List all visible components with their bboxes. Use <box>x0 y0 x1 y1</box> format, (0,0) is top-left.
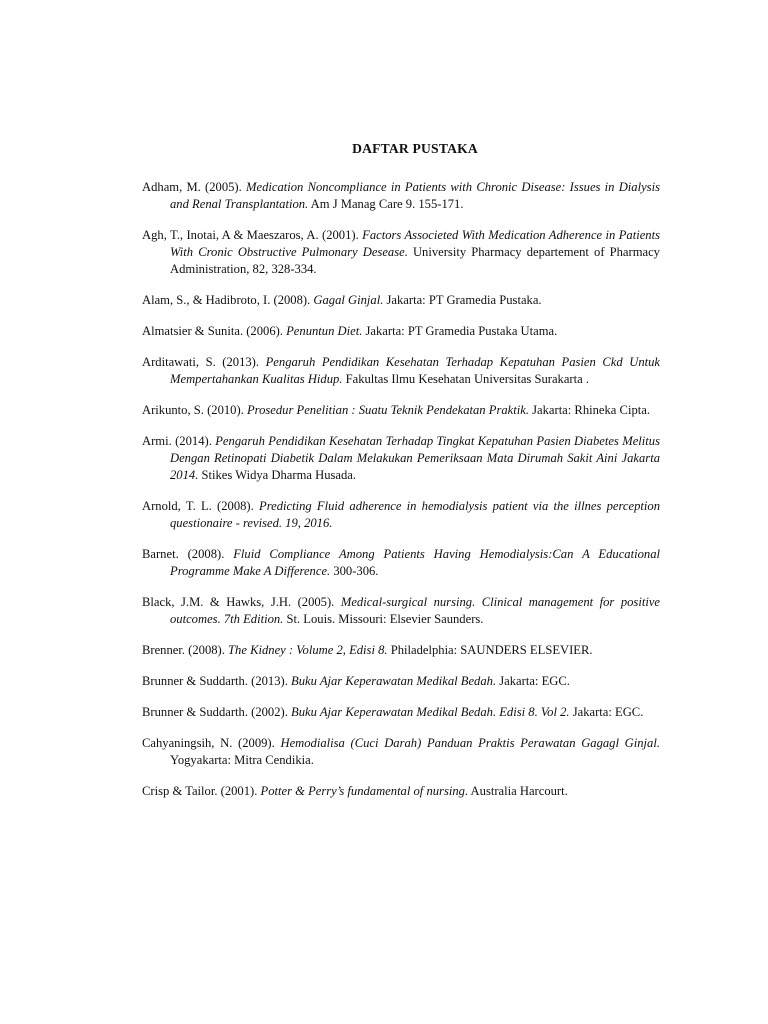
reference-work-title: The Kidney : Volume 2, Edisi 8. <box>228 643 388 657</box>
reference-entry <box>142 673 660 690</box>
reference-author: Black, J.M. & Hawks, J.H. (2005). <box>142 595 341 609</box>
reference-author: Brenner. (2008). <box>142 643 229 657</box>
reference-author: Almatsier & Sunita. (2006). <box>142 324 287 338</box>
reference-author: Arikunto, S. (2010). <box>142 403 247 417</box>
reference-work-title: Factors Associeted With Medication Adherence in Patients With Cronic Obstructive Pulmonary Desease. <box>170 228 660 259</box>
reference-author: Agh, T., Inotai, A & Maeszaros, A. (2001). <box>142 228 363 242</box>
reference-publisher: St. Louis. Missouri: Elsevier Saunders. <box>283 612 484 626</box>
reference-work-title: Buku Ajar Keperawatan Medikal Bedah. <box>291 674 497 688</box>
reference-publisher: Jakarta: Rhineka Cipta. <box>528 403 650 417</box>
reference-work-title: Buku Ajar Keperawatan Medikal Bedah. Edisi 8. Vol 2. <box>291 705 570 719</box>
reference-work-title: Potter & Perry’s fundamental of nursing. <box>260 784 469 798</box>
reference-entry <box>142 354 660 388</box>
reference-entry <box>142 546 660 580</box>
reference-publisher: Fakultas Ilmu Kesehatan Universitas Surakarta . <box>342 372 590 386</box>
reference-entry <box>142 227 660 278</box>
reference-work-title: Hemodialisa (Cuci Darah) Panduan Praktis Perawatan Gagagl Ginjal. <box>280 736 660 750</box>
reference-publisher: Am J Manag Care 9. 155-171. <box>308 197 464 211</box>
reference-publisher: University Pharmacy departement of Pharmacy Administration, 82, 328-334. <box>170 245 660 276</box>
reference-entry <box>142 402 660 419</box>
reference-entry <box>142 704 660 721</box>
page-title: DAFTAR PUSTAKA <box>352 141 478 156</box>
reference-publisher: Jakarta: EGC. <box>496 674 570 688</box>
reference-entry <box>142 292 660 309</box>
reference-work-title: Pengaruh Pendidikan Kesehatan Terhadap Tingkat Kepatuhan Pasien Diabetes Melitus Dengan Retinopati Diabetik Dalam Melakukan Pemeriksaan Mata Dirumah Sakit Aini Jakarta 2014. <box>170 434 660 482</box>
reference-work-title: Pengaruh Pendidikan Kesehatan Terhadap Kepatuhan Pasien Ckd Untuk Mempertahankan Kualitas Hidup. <box>170 355 661 386</box>
reference-author: Brunner & Suddarth. (2002). <box>142 705 292 719</box>
reference-entry <box>142 433 660 484</box>
reference-entry <box>142 179 660 213</box>
reference-work-title: Prosedur Penelitian : Suatu Teknik Pendekatan Praktik. <box>246 403 529 417</box>
reference-author: Adham, M. (2005). <box>142 180 246 194</box>
reference-publisher: Jakarta: EGC. <box>569 705 644 719</box>
reference-work-title: Gagal Ginjal. <box>313 293 384 307</box>
reference-work-title: Medical-surgical nursing. Clinical management for positive outcomes. 7th Edition. <box>170 595 661 626</box>
reference-publisher: 300-306. <box>330 564 379 578</box>
reference-list <box>142 179 660 814</box>
reference-author: Barnet. (2008). <box>142 547 234 561</box>
reference-publisher: Australia Harcourt. <box>468 784 568 798</box>
reference-publisher: Philadelphia: SAUNDERS ELSEVIER. <box>387 643 593 657</box>
reference-publisher: Yogyakarta: Mitra Cendikia. <box>170 753 314 767</box>
reference-work-title: Medication Noncompliance in Patients with Chronic Disease: Issues in Dialysis and Renal Transplantation. <box>170 180 660 211</box>
reference-publisher: Jakarta: PT Gramedia Pustaka. <box>383 293 542 307</box>
reference-work-title: Fluid Compliance Among Patients Having Hemodialysis:Can A Educational Programme Make A Difference. <box>170 547 660 578</box>
reference-entry <box>142 642 660 659</box>
reference-author: Brunner & Suddarth. (2013). <box>142 674 292 688</box>
reference-entry <box>142 594 660 628</box>
reference-author: Arditawati, S. (2013). <box>142 355 266 369</box>
reference-entry <box>142 498 660 532</box>
reference-publisher: Jakarta: PT Gramedia Pustaka Utama. <box>362 324 558 338</box>
reference-author: Armi. (2014). <box>142 434 216 448</box>
reference-work-title: Predicting Fluid adherence in hemodialysis patient via the illnes perception questionaire - revised. 19, 2016. <box>170 499 660 530</box>
reference-publisher: Stikes Widya Dharma Husada. <box>198 468 357 482</box>
reference-author: Alam, S., & Hadibroto, I. (2008). <box>142 293 314 307</box>
reference-entry <box>142 323 660 340</box>
reference-author: Cahyaningsih, N. (2009). <box>142 736 281 750</box>
reference-work-title: Penuntun Diet. <box>286 324 363 338</box>
reference-author: Crisp & Tailor. (2001). <box>142 784 261 798</box>
reference-entry <box>142 783 660 800</box>
reference-author: Arnold, T. L. (2008). <box>142 499 259 513</box>
reference-entry <box>142 735 660 769</box>
